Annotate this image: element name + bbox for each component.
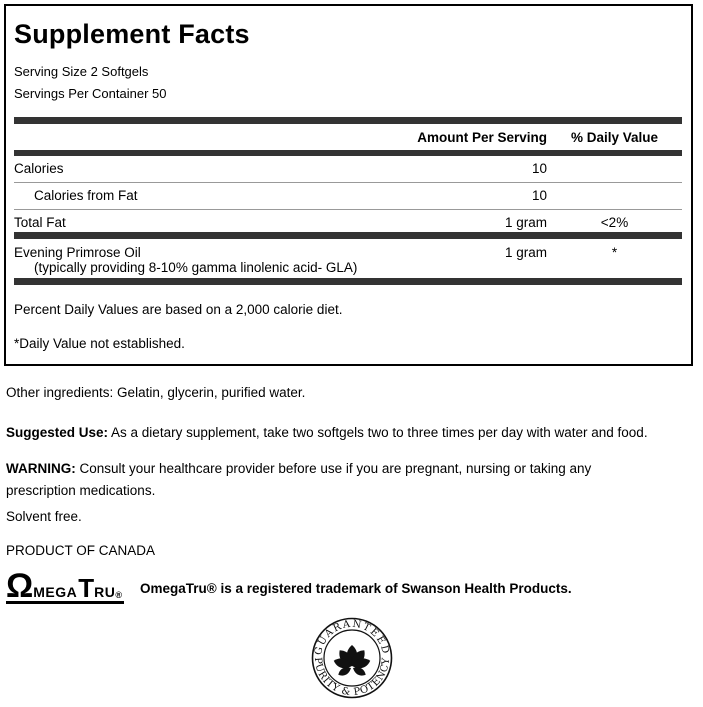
warning-body: Consult your healthcare provider before use if you are pregnant, nursing or taking any prescription medications.	[6, 461, 592, 498]
thick-rule	[14, 232, 682, 239]
suggested-use-body: As a dietary supplement, take two softgels two to three times per day with water and food.	[108, 425, 648, 440]
row-amount: 1 gram	[504, 245, 547, 260]
row-amount: 10	[531, 188, 547, 203]
table-row	[14, 156, 682, 183]
trademark-row	[6, 567, 698, 605]
suggested-use-text	[6, 425, 698, 441]
row-name-detail: (typically providing 8-10% gamma linolenic acid- GLA)	[34, 260, 358, 275]
logo-mega-text: MEGA	[33, 584, 78, 600]
warning-label: WARNING:	[6, 461, 76, 476]
row-daily-value: <2%	[600, 215, 629, 230]
solvent-free-text: Solvent free.	[6, 509, 82, 524]
logo-ru-text: RU	[94, 584, 116, 600]
other-ingredients-text: Other ingredients: Gelatin, glycerin, purified water.	[6, 385, 306, 400]
footnote-not-established: *Daily Value not established.	[14, 336, 185, 351]
panel-title: Supplement Facts	[14, 19, 250, 49]
registered-mark-icon: ®	[115, 590, 123, 600]
thick-rule	[14, 117, 682, 124]
omega-glyph: Ω	[6, 567, 34, 605]
supplement-facts-panel	[4, 4, 693, 366]
warning-text	[6, 458, 661, 502]
logo-t-glyph: T	[78, 573, 95, 603]
seal-icon	[308, 614, 396, 702]
header-amount-per-serving: Amount Per Serving	[417, 130, 547, 145]
row-name: Evening Primrose Oil	[14, 245, 141, 260]
serving-size: Serving Size 2 Softgels	[14, 64, 149, 79]
row-amount: 1 gram	[504, 215, 547, 230]
row-daily-value: *	[611, 245, 618, 260]
table-header-row	[14, 124, 682, 150]
seal-top-text: GUARANTEED	[312, 618, 391, 657]
row-name: Total Fat	[14, 215, 66, 230]
table-row	[14, 239, 682, 278]
table-row	[14, 183, 682, 210]
thick-rule	[14, 278, 682, 285]
row-name: Calories from Fat	[34, 188, 138, 203]
label-notes	[6, 385, 698, 604]
guaranteed-seal	[308, 614, 396, 702]
omegatru-logo	[6, 567, 124, 605]
trademark-statement: OmegaTru® is a registered trademark of Swanson Health Products.	[140, 580, 572, 596]
seal-bottom-text: PURITY & POTENCY	[311, 656, 392, 699]
footnote-daily-values: Percent Daily Values are based on a 2,000 calorie diet.	[14, 302, 343, 317]
suggested-use-label: Suggested Use:	[6, 425, 109, 440]
row-amount: 10	[531, 161, 547, 176]
table-row	[14, 210, 682, 232]
product-origin-text: PRODUCT OF CANADA	[6, 543, 156, 558]
servings-per-container: Servings Per Container 50	[14, 86, 167, 101]
row-name: Calories	[14, 161, 64, 176]
row-name-block	[14, 245, 412, 275]
header-daily-value: % Daily Value	[570, 130, 659, 145]
